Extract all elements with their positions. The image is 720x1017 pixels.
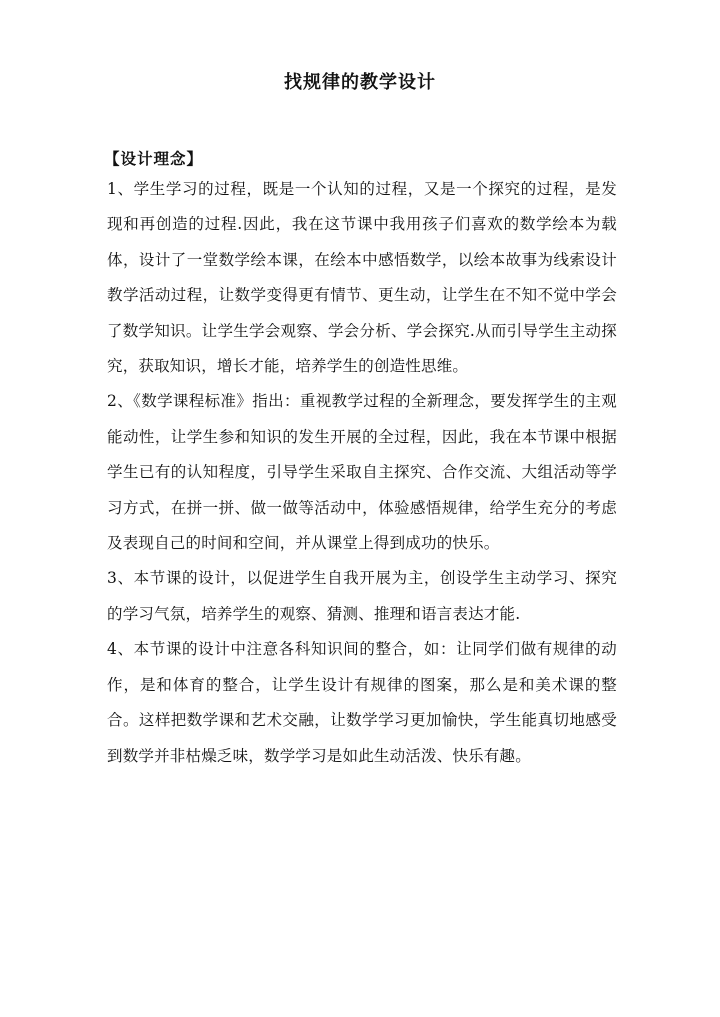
paragraph-1: 1、学生学习的过程，既是一个认知的过程，又是一个探究的过程，是发现和再创造的过程.因此，我在这节课中我用孩子们喜欢的数学绘本为载体，设计了一堂数学绘本课，在绘本中感悟数学，以绘本故事为线索设计教学活动过程，让数学变得更有情节、更生动，让学生在不知不觉中学会了数学知识。让学生学会观察、学会分析、学会探究.从而引导学生主动探究，获取知识，增长才能，培养学生的创造性思维。 <box>107 180 617 376</box>
section-heading: 【设计理念】 <box>104 149 204 168</box>
paragraph-2: 2、《数学课程标准》指出：重视教学过程的全新理念，要发挥学生的主观能动性，让学生参和知识的发生开展的全过程，因此，我在本节课中根据学生已有的认知程度，引导学生采取自主探究、合作交流、大组活动等学习方式，在拼一拼、做一做等活动中，体验感悟规律，给学生充分的考虑及表现自己的时间和空间，并从课堂上得到成功的快乐。 <box>107 392 617 553</box>
paragraph-4: 4、本节课的设计中注意各科知识间的整合，如：让同学们做有规律的动作，是和体育的整合，让学生设计有规律的图案，那么是和美术课的整合。这样把数学课和艺术交融，让数学学习更加愉快，学生能真切地感受到数学并非枯燥乏味，数学学习是如此生动活泼、快乐有趣。 <box>107 640 617 765</box>
document-title: 找规律的教学设计 <box>284 72 436 93</box>
document-body <box>107 172 617 774</box>
paragraph-3: 3、本节课的设计，以促进学生自我开展为主，创设学生主动学习、探究的学习气氛，培养学生的观察、猜测、推理和语言表达才能. <box>107 569 617 623</box>
